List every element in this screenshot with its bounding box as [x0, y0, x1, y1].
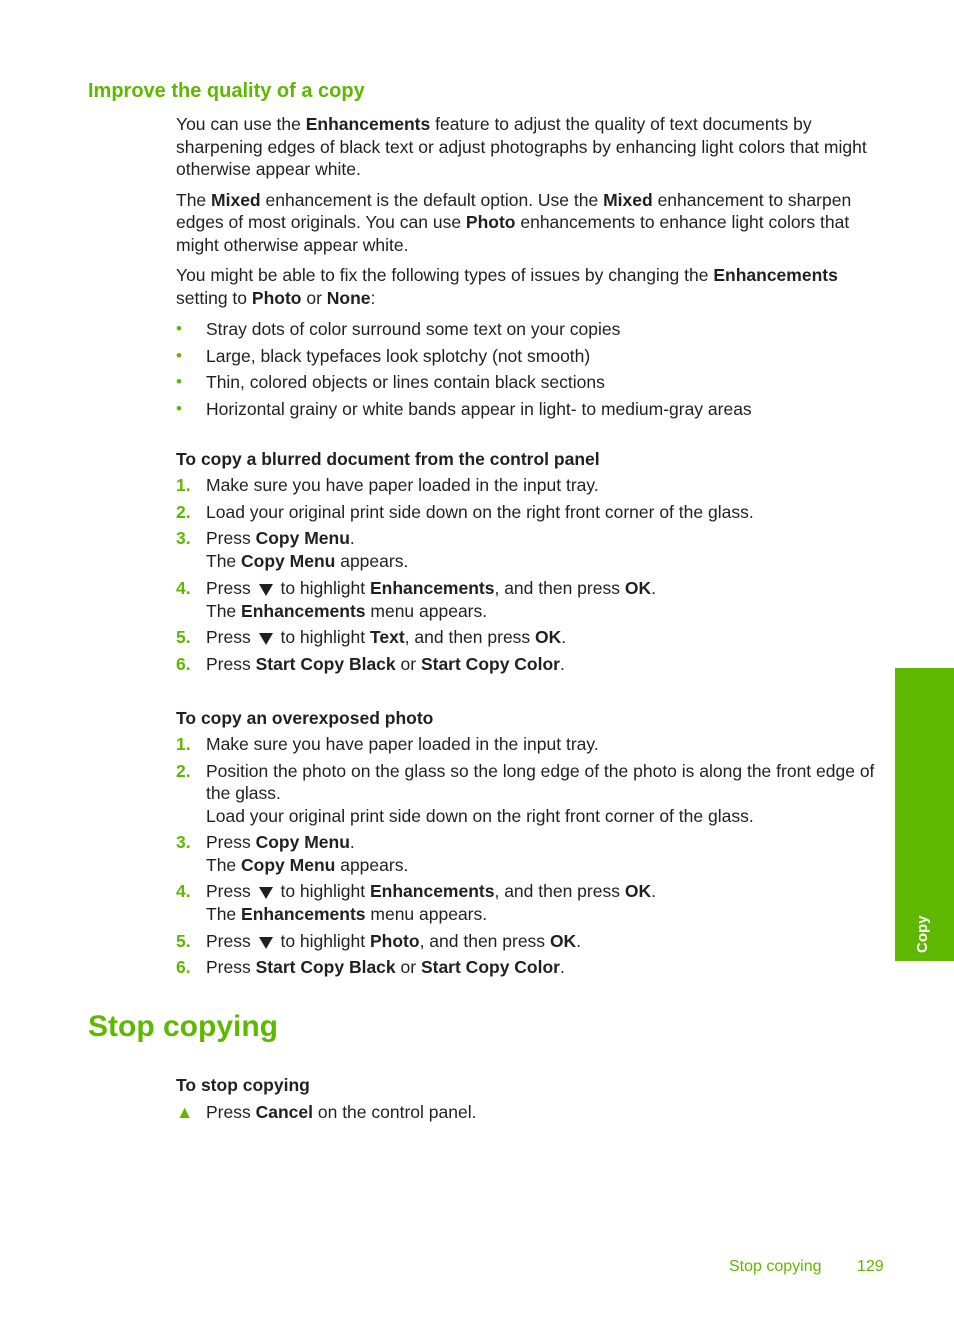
step: 6. Press Start Copy Black or Start Copy Color. [176, 653, 565, 674]
page-number: 129 [857, 1258, 884, 1275]
section-title: Improve the quality of a copy [88, 80, 365, 102]
down-arrow-icon [259, 633, 273, 645]
step: 6. Press Start Copy Black or Start Copy Color. [176, 957, 565, 977]
step: ▲ Press Cancel on the control panel. [176, 1102, 477, 1122]
step: 1. Make sure you have paper loaded in the input tray. [176, 475, 599, 495]
chapter-title: Stop copying [88, 1010, 278, 1043]
procedure-title-blurred: To copy a blurred document from the control panel [176, 449, 600, 469]
procedure-steps-overexposed [176, 733, 888, 983]
list-item: • Stray dots of color surround some text on your copies [176, 319, 621, 339]
procedure-step-stop [176, 1101, 888, 1124]
bullet-icon: • [176, 319, 182, 338]
intro [176, 113, 888, 309]
footer-section-label: Stop copying [729, 1258, 822, 1275]
step: 2. Load your original print side down on the right front corner of the glass. [176, 501, 754, 522]
down-arrow-icon [259, 887, 273, 899]
side-tab [895, 668, 954, 961]
step: 5. Press to highlight Photo, and then press OK. [176, 930, 582, 951]
intro-paragraph-2: The Mixed enhancement is the default option. Use the Mixed enhancement to sharpen edges of most originals. You can use Photo enhancements to enhance light colors that might otherwise appear white. [176, 189, 852, 255]
procedure-title-overexposed: To copy an overexposed photo [176, 708, 434, 728]
procedure-steps-blurred [176, 474, 888, 679]
side-tab-label: Copy [914, 915, 931, 953]
issue-list [176, 318, 888, 424]
step: 1. Make sure you have paper loaded in the input tray. [176, 734, 599, 754]
step: 4. Press to highlight Enhancements, and then press OK. The Enhancements menu appears. [176, 881, 656, 924]
down-arrow-icon [259, 937, 273, 949]
step: 3. Press Copy Menu. The Copy Menu appears. [176, 528, 409, 571]
down-arrow-icon [259, 584, 273, 596]
step: 3. Press Copy Menu. The Copy Menu appears. [176, 831, 409, 875]
intro-paragraph-3: You might be able to fix the following types of issues by changing the Enhancements setting to Photo or None: [176, 265, 838, 308]
bullet-icon: • [176, 345, 182, 365]
step: 4. Press to highlight Enhancements, and then press OK. The Enhancements menu appears. [176, 577, 656, 621]
procedure-title-stop: To stop copying [176, 1075, 310, 1095]
triangle-icon: ▲ [176, 1102, 194, 1122]
bullet-icon: • [176, 372, 182, 391]
bullet-icon: • [176, 398, 182, 418]
step: 2. Position the photo on the glass so the long edge of the photo is along the front edge of the glass. Load your original print side down on the right front corner of the glass. [176, 760, 875, 826]
list-item: • Thin, colored objects or lines contain black sections [176, 372, 605, 392]
step: 5. Press to highlight Text, and then press OK. [176, 627, 567, 647]
list-item: • Large, black typefaces look splotchy (not smooth) [176, 345, 591, 366]
intro-paragraph-1: You can use the Enhancements feature to adjust the quality of text documents by sharpening edges of black text or adjust photographs by enhancing light colors that might otherwise appear white. [176, 114, 867, 179]
list-item: • Horizontal grainy or white bands appear in light- to medium-gray areas [176, 398, 752, 419]
